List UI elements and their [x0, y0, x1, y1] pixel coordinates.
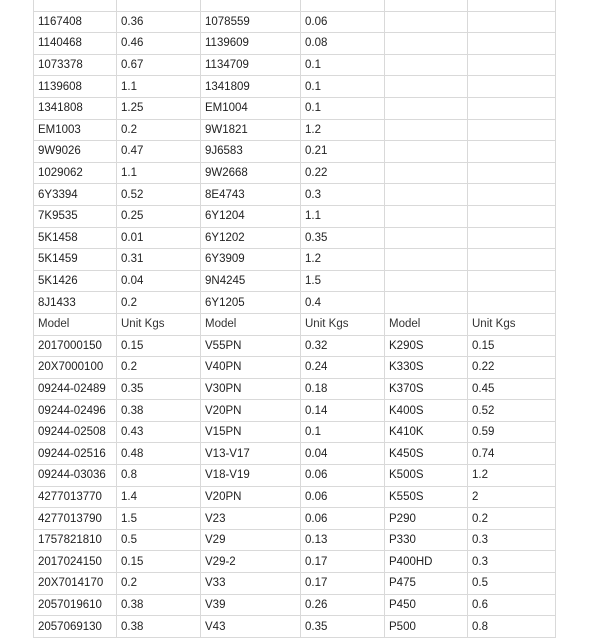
table-cell[interactable] [468, 11, 556, 33]
table-cell[interactable]: 0.74 [468, 443, 556, 465]
table-cell[interactable]: 0.21 [301, 141, 385, 163]
table-cell[interactable]: 0.3 [468, 529, 556, 551]
table-cell[interactable]: 0.6 [468, 594, 556, 616]
table-cell[interactable]: 0.22 [301, 162, 385, 184]
table-row [34, 443, 556, 465]
table-cell[interactable]: P400HD [385, 551, 468, 573]
table-cell[interactable]: 0.31 [117, 249, 201, 271]
table-cell[interactable]: 9N4245 [201, 270, 301, 292]
table-cell[interactable]: 0.67 [117, 54, 201, 76]
table-cell[interactable] [385, 162, 468, 184]
table-cell[interactable] [385, 54, 468, 76]
table-cell[interactable]: 0.35 [117, 378, 201, 400]
table-cell[interactable]: 20X7000100 [34, 357, 117, 379]
table-cell[interactable]: 0.2 [117, 573, 201, 595]
table-cell[interactable]: 0.08 [301, 33, 385, 55]
grid-body [34, 0, 556, 637]
table-cell[interactable]: V29 [201, 529, 301, 551]
table-cell[interactable]: 1078559 [201, 11, 301, 33]
table-cell[interactable]: 0.36 [117, 11, 201, 33]
table-row [34, 0, 556, 11]
table-cell[interactable]: 0.8 [117, 465, 201, 487]
table-cell[interactable]: 5K1459 [34, 249, 117, 271]
table-row [34, 11, 556, 33]
table-cell[interactable] [34, 0, 117, 11]
table-cell[interactable]: 1139609 [201, 33, 301, 55]
header-row [34, 313, 556, 335]
table-cell[interactable] [468, 33, 556, 55]
table-row [34, 227, 556, 249]
table-cell[interactable] [301, 0, 385, 11]
table-cell[interactable] [385, 249, 468, 271]
table-cell[interactable]: 7K9535 [34, 205, 117, 227]
table-cell[interactable]: 0.46 [117, 33, 201, 55]
table-cell[interactable]: P290 [385, 508, 468, 530]
table-cell[interactable]: V20PN [201, 400, 301, 422]
table-cell[interactable] [117, 0, 201, 11]
table-cell[interactable]: 1.1 [301, 205, 385, 227]
table-cell[interactable]: 0.8 [468, 616, 556, 638]
table-cell[interactable] [468, 205, 556, 227]
table-cell[interactable]: P500 [385, 616, 468, 638]
table-cell[interactable]: 0.3 [468, 551, 556, 573]
table-cell[interactable] [468, 54, 556, 76]
table-cell[interactable]: 4277013770 [34, 486, 117, 508]
table-cell[interactable]: 0.26 [301, 594, 385, 616]
table-cell[interactable]: 0.52 [117, 184, 201, 206]
table-row [34, 465, 556, 487]
table-cell[interactable]: EM1004 [201, 97, 301, 119]
table-cell[interactable]: 1341808 [34, 97, 117, 119]
table-row [34, 292, 556, 314]
table-row [34, 508, 556, 530]
table-cell[interactable] [468, 141, 556, 163]
table-row [34, 162, 556, 184]
table-cell[interactable]: K370S [385, 378, 468, 400]
table-cell[interactable] [468, 119, 556, 141]
table-cell[interactable]: V29-2 [201, 551, 301, 573]
table-row [34, 378, 556, 400]
table-cell[interactable]: 0.35 [301, 616, 385, 638]
table-cell[interactable]: 9W2668 [201, 162, 301, 184]
table-cell[interactable]: K500S [385, 465, 468, 487]
table-cell[interactable]: V30PN [201, 378, 301, 400]
table-cell[interactable] [385, 33, 468, 55]
table-cell[interactable]: K450S [385, 443, 468, 465]
table-cell[interactable]: 0.59 [468, 421, 556, 443]
table-cell[interactable]: 0.06 [301, 465, 385, 487]
table-cell[interactable]: V55PN [201, 335, 301, 357]
table-cell[interactable]: Model [385, 313, 468, 335]
table-cell[interactable] [385, 141, 468, 163]
table-cell[interactable]: 0.5 [117, 529, 201, 551]
table-cell[interactable] [385, 270, 468, 292]
table-cell[interactable] [468, 249, 556, 271]
table-cell[interactable] [385, 205, 468, 227]
table-cell[interactable]: 2017000150 [34, 335, 117, 357]
table-cell[interactable]: 0.25 [117, 205, 201, 227]
table-cell[interactable]: 0.52 [468, 400, 556, 422]
table-cell[interactable]: 0.15 [468, 335, 556, 357]
table-cell[interactable]: 0.2 [117, 292, 201, 314]
table-cell[interactable] [385, 119, 468, 141]
table-cell[interactable]: 2 [468, 486, 556, 508]
table-cell[interactable] [468, 270, 556, 292]
table-cell[interactable]: 9J6583 [201, 141, 301, 163]
table-row [34, 400, 556, 422]
table-cell[interactable]: V20PN [201, 486, 301, 508]
table-cell[interactable]: K550S [385, 486, 468, 508]
table-cell[interactable] [201, 0, 301, 11]
table-cell[interactable] [385, 227, 468, 249]
table-cell[interactable]: 0.24 [301, 357, 385, 379]
table-cell[interactable]: V23 [201, 508, 301, 530]
table-row [34, 616, 556, 638]
table-cell[interactable]: 0.04 [117, 270, 201, 292]
table-cell[interactable]: V40PN [201, 357, 301, 379]
table-cell[interactable]: 0.1 [301, 54, 385, 76]
table-cell[interactable]: 0.38 [117, 616, 201, 638]
table-cell[interactable]: 0.2 [117, 119, 201, 141]
table-cell[interactable]: 1.1 [117, 76, 201, 98]
table-cell[interactable]: 0.43 [117, 421, 201, 443]
table-cell[interactable]: 0.2 [468, 508, 556, 530]
table-row [34, 573, 556, 595]
table-row [34, 54, 556, 76]
table-cell[interactable]: 0.18 [301, 378, 385, 400]
table-row [34, 141, 556, 163]
table-cell[interactable]: 1073378 [34, 54, 117, 76]
table-cell[interactable]: V43 [201, 616, 301, 638]
table-cell[interactable]: K400S [385, 400, 468, 422]
table-cell[interactable]: K330S [385, 357, 468, 379]
table-cell[interactable]: 2057069130 [34, 616, 117, 638]
table-cell[interactable] [468, 184, 556, 206]
table-row [34, 184, 556, 206]
table-cell[interactable]: 0.15 [117, 335, 201, 357]
table-cell[interactable]: 2017024150 [34, 551, 117, 573]
table-cell[interactable]: 09244-02489 [34, 378, 117, 400]
table-cell[interactable]: 0.17 [301, 573, 385, 595]
table-cell[interactable]: 1140468 [34, 33, 117, 55]
table-cell[interactable]: 0.17 [301, 551, 385, 573]
table-row [34, 357, 556, 379]
table-cell[interactable]: 1.5 [117, 508, 201, 530]
table-cell[interactable]: 09244-02496 [34, 400, 117, 422]
table-cell[interactable]: 1.25 [117, 97, 201, 119]
table-cell[interactable]: 0.13 [301, 529, 385, 551]
table-cell[interactable]: 1.2 [468, 465, 556, 487]
table-row [34, 97, 556, 119]
table-cell[interactable]: 1341809 [201, 76, 301, 98]
table-cell[interactable]: 0.32 [301, 335, 385, 357]
table-cell[interactable] [385, 184, 468, 206]
table-cell[interactable]: 0.2 [117, 357, 201, 379]
table-cell[interactable]: 6Y1205 [201, 292, 301, 314]
table-cell[interactable]: 0.1 [301, 76, 385, 98]
table-cell[interactable]: EM1003 [34, 119, 117, 141]
table-cell[interactable]: 0.3 [301, 184, 385, 206]
table-cell[interactable]: 2057019610 [34, 594, 117, 616]
table-cell[interactable]: V13-V17 [201, 443, 301, 465]
table-cell[interactable]: 1757821810 [34, 529, 117, 551]
table-cell[interactable]: K410K [385, 421, 468, 443]
table-cell[interactable]: 0.45 [468, 378, 556, 400]
table-cell[interactable]: 1.2 [301, 119, 385, 141]
table-cell[interactable]: 1.4 [117, 486, 201, 508]
table-cell[interactable]: P450 [385, 594, 468, 616]
table-cell[interactable] [385, 292, 468, 314]
table-cell[interactable] [468, 97, 556, 119]
table-cell[interactable]: 1134709 [201, 54, 301, 76]
table-cell[interactable]: V33 [201, 573, 301, 595]
table-cell[interactable] [468, 76, 556, 98]
table-cell[interactable]: 09244-02508 [34, 421, 117, 443]
table-row [34, 551, 556, 573]
table-cell[interactable] [385, 0, 468, 11]
table-cell[interactable]: V15PN [201, 421, 301, 443]
table-cell[interactable] [468, 227, 556, 249]
table-cell[interactable]: 20X7014170 [34, 573, 117, 595]
table-cell[interactable]: 0.04 [301, 443, 385, 465]
table-cell[interactable]: 0.4 [301, 292, 385, 314]
table-cell[interactable]: 0.35 [301, 227, 385, 249]
table-cell[interactable]: 0.14 [301, 400, 385, 422]
table-cell[interactable] [468, 292, 556, 314]
table-cell[interactable]: 1139608 [34, 76, 117, 98]
table-cell[interactable]: 6Y3394 [34, 184, 117, 206]
table-row [34, 335, 556, 357]
table-cell[interactable] [468, 162, 556, 184]
table-row [34, 594, 556, 616]
table-row [34, 270, 556, 292]
table-cell[interactable]: 0.1 [301, 97, 385, 119]
table-cell[interactable]: Unit Kgs [468, 313, 556, 335]
table-row [34, 76, 556, 98]
table-cell[interactable]: 8J1433 [34, 292, 117, 314]
table-cell[interactable] [385, 76, 468, 98]
table-cell[interactable]: Unit Kgs [301, 313, 385, 335]
table-cell[interactable]: 09244-02516 [34, 443, 117, 465]
table-row [34, 529, 556, 551]
table-row [34, 486, 556, 508]
table-cell[interactable]: 1167408 [34, 11, 117, 33]
table-cell[interactable]: 9W9026 [34, 141, 117, 163]
table-cell[interactable]: P330 [385, 529, 468, 551]
table-cell[interactable]: 0.47 [117, 141, 201, 163]
table-cell[interactable] [468, 0, 556, 11]
table-cell[interactable]: 09244-03036 [34, 465, 117, 487]
table-cell[interactable]: 0.48 [117, 443, 201, 465]
table-cell[interactable]: 0.15 [117, 551, 201, 573]
table-row [34, 205, 556, 227]
table-cell[interactable]: K290S [385, 335, 468, 357]
table-cell[interactable]: Unit Kgs [117, 313, 201, 335]
table-row [34, 119, 556, 141]
table-cell[interactable]: 1.1 [117, 162, 201, 184]
table-cell[interactable]: Model [201, 313, 301, 335]
table-cell[interactable]: 0.06 [301, 508, 385, 530]
table-cell[interactable]: 0.38 [117, 400, 201, 422]
table-cell[interactable]: V39 [201, 594, 301, 616]
table-cell[interactable] [385, 97, 468, 119]
table-cell[interactable]: 5K1426 [34, 270, 117, 292]
table-cell[interactable]: 9W1821 [201, 119, 301, 141]
table-cell[interactable]: V18-V19 [201, 465, 301, 487]
table-cell[interactable]: 8E4743 [201, 184, 301, 206]
table-cell[interactable]: 0.1 [301, 421, 385, 443]
table-row [34, 249, 556, 271]
table-cell[interactable]: 0.01 [117, 227, 201, 249]
table-cell[interactable]: 1.2 [301, 249, 385, 271]
table-cell[interactable]: 6Y1202 [201, 227, 301, 249]
table-cell[interactable]: 5K1458 [34, 227, 117, 249]
table-cell[interactable]: P475 [385, 573, 468, 595]
table-cell[interactable]: 1.5 [301, 270, 385, 292]
table-cell[interactable]: 0.38 [117, 594, 201, 616]
table-row [34, 33, 556, 55]
table-cell[interactable]: 1029062 [34, 162, 117, 184]
table-cell[interactable]: 0.22 [468, 357, 556, 379]
table-cell[interactable]: 6Y1204 [201, 205, 301, 227]
table-row [34, 421, 556, 443]
table-cell[interactable]: 0.06 [301, 11, 385, 33]
table-cell[interactable]: Model [34, 313, 117, 335]
spreadsheet-grid [33, 0, 556, 638]
table-cell[interactable]: 4277013790 [34, 508, 117, 530]
table-cell[interactable]: 0.5 [468, 573, 556, 595]
table-cell[interactable]: 0.06 [301, 486, 385, 508]
table-cell[interactable]: 6Y3909 [201, 249, 301, 271]
table-cell[interactable] [385, 11, 468, 33]
